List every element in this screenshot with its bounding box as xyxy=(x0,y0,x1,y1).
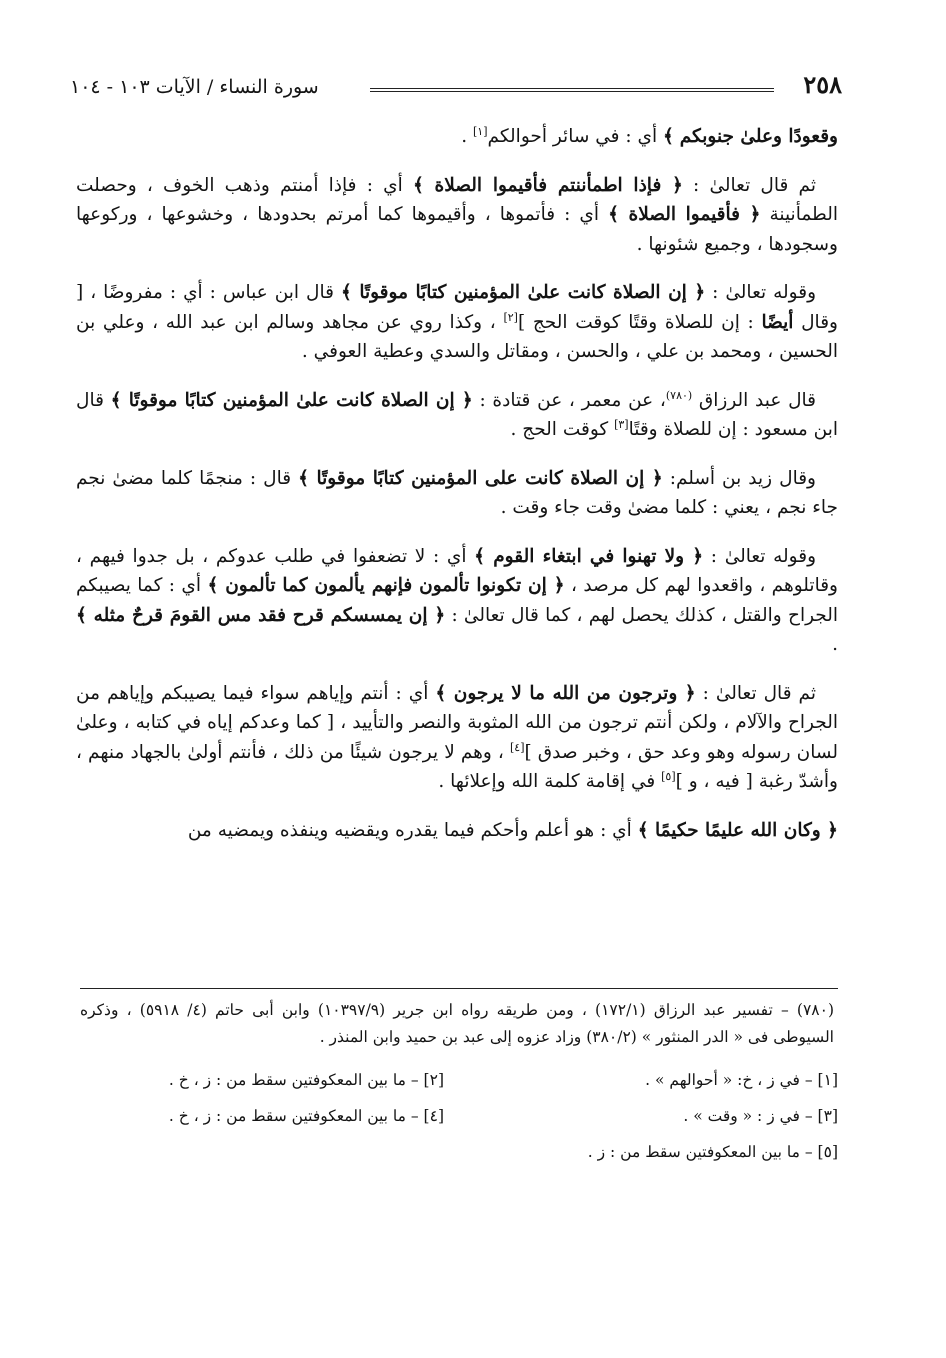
footnote-ref: [٤] xyxy=(509,740,525,754)
text-run: وقوله تعالىٰ : xyxy=(705,282,817,303)
page-header xyxy=(70,70,842,110)
quran-bracket: ﴾ xyxy=(662,126,674,147)
paragraph xyxy=(76,386,838,445)
text-run: أي : كما يصيبكم الجراح والقتل ، كذلك يحصل لهم ، كما قال تعالىٰ : xyxy=(76,575,839,626)
quran-text: ﴿ وكان الله عليمًا حكيمًا ﴾ xyxy=(637,819,838,841)
main-text xyxy=(76,122,838,864)
text-run: أي : هو أعلم وأحكم فيما يقدره ويقضيه وينفذه ويمضيه من xyxy=(187,819,638,841)
paragraph xyxy=(76,122,838,152)
paragraph xyxy=(76,679,838,797)
text-run: قال عبد الرزاق xyxy=(692,389,816,411)
paragraph xyxy=(76,278,838,367)
quran-text: ﴿ ولا تهنوا في ابتغاء القوم ﴾ xyxy=(474,545,704,567)
paragraph xyxy=(76,542,838,660)
note-item: [٢] – ما بين المعكوفتين سقط من : ز ، خ . xyxy=(168,1071,444,1089)
quran-text: ﴿ إن الصلاة كانت علىٰ المؤمنين كتابًا موقوتًا ﴾ xyxy=(110,389,473,411)
note-item: [١] – في ز ، خ: « أحوالهم » . xyxy=(645,1071,838,1089)
text-run: ثم قال تعالىٰ : xyxy=(695,682,816,704)
text-run: أي : فإذا أمنتم وذهب الخوف ، وحصلت الطمأنينة xyxy=(76,174,838,225)
text-run: أي : فأتموها ، وأقيموها كما أمرتم بحدودها ، وخشوعها ، وركوعها وسجودها ، وجميع شئونها . xyxy=(76,204,838,255)
text-run: . xyxy=(832,634,838,655)
note-item: [٤] – ما بين المعكوفتين سقط من : ز ، خ . xyxy=(168,1107,444,1125)
quran-text: ﴿ إن الصلاة كانت على المؤمنين كتابًا موقوتًا ﴾ xyxy=(298,467,663,489)
paragraph xyxy=(76,464,838,523)
quran-text: ﴿ إن تكونوا تألمون فإنهم يألمون كما تألمون ﴾ xyxy=(207,575,565,596)
bold-word: أيضًا xyxy=(761,311,794,333)
text-run: قال ابن عباس : أي : مفروضًا ، [ وقال xyxy=(76,282,838,333)
text-run: قال : منجمًا كلما مضىٰ نجم جاء نجم ، يعني : كلما مضىٰ وقت جاء وقت . xyxy=(76,467,838,518)
note-item: [٥] – ما بين المعكوفتين سقط من : ز . xyxy=(587,1143,838,1161)
text-run: وقوله تعالىٰ : xyxy=(703,545,817,567)
text-run: ، عن معمر ، عن قتادة : xyxy=(472,389,666,411)
footnote-ref: [٣] xyxy=(614,417,629,431)
text-run: ثم قال تعالىٰ : xyxy=(682,174,816,196)
text-run: أي : لا تضعفوا في طلب عدوكم ، بل جدوا فيهم ، وقاتلوهم ، واقعدوا لهم كل مرصد ، xyxy=(76,545,838,596)
footnote-ref: [١] xyxy=(473,124,488,138)
quran-text: ﴿ وترجون من الله ما لا يرجون ﴾ xyxy=(435,682,696,704)
footnote-ref: [٥] xyxy=(661,769,676,783)
running-head: سورة النساء / الآيات ١٠٣ - ١٠٤ xyxy=(70,76,319,98)
quran-text: ﴿ فأقيموا الصلاة ﴾ xyxy=(608,204,761,225)
header-rule xyxy=(370,88,774,92)
footnote-ref: [٢] xyxy=(503,310,518,324)
hadith-number-ref: (٧٨٠) xyxy=(665,388,693,402)
text-run: وقال زيد بن أسلم: xyxy=(662,467,816,489)
text-run: . xyxy=(461,126,473,147)
text-run: في إقامة كلمة الله وإعلائها . xyxy=(438,771,662,792)
footnote-rule xyxy=(80,988,838,989)
page-number: ٢٥٨ xyxy=(803,70,842,99)
text-run: أي : في سائر أحوالكم xyxy=(487,126,663,147)
text-run: قال ابن مسعود : إن للصلاة وقتًا xyxy=(76,389,838,440)
text-run: أي : أنتم وإياهم سواء فيما يصيبكم وإياهم من الجراح والآلام ، ولكن أنتم ترجون من الله المثوبة والنصر والتأييد ، [ كما وعدكم إياه في كتابه ، وعلىٰ لسان رسوله وهو وعد حق ، وخبر صدق ] xyxy=(76,682,838,763)
quran-text: وقعودًا وعلىٰ جنوبكم xyxy=(679,126,838,147)
text-run: ، وهم لا يرجون شيئًا من ذلك ، فأنتم أولىٰ بالجهاد منهم ، وأشدّ رغبة [ فيه ، و ] xyxy=(76,741,838,792)
manuscript-notes xyxy=(80,1063,838,1169)
paragraph xyxy=(76,816,838,846)
text-run: ، وكذا روي عن مجاهد وسالم ابن عبد الله ، وعلي بن الحسين ، ومحمد بن علي ، والحسن ، ومقاتل والسدي وعطية العوفي . xyxy=(76,311,838,362)
note-item: [٣] – في ز : « وقت » . xyxy=(683,1107,838,1125)
footnotes xyxy=(80,988,838,1169)
quran-text: ﴿ إن يمسسكم قرح فقد مس القومَ قرحٌ مثله ﴾ xyxy=(76,604,446,626)
paragraph xyxy=(76,171,838,260)
quran-text: ﴿ فإذا اطمأننتم فأقيموا الصلاة ﴾ xyxy=(412,174,683,196)
text-run: : إن للصلاة وقتًا كوقت الحج ] xyxy=(517,311,762,333)
quran-text: ﴿ إن الصلاة كانت علىٰ المؤمنين كتابًا موقوتًا ﴾ xyxy=(340,282,706,303)
hadith-footnote: (٧٨٠) – تفسير عبد الرزاق (١٧٢/١) ، ومن طريقه رواه ابن جرير (١٠٣٩٧/٩) وابن أبى حاتم (٤/ ٥٩١٨) ، وذكره السيوطى فى « الدر المنثور » (٣٨٠/٢) وزاد عزوه إلى عبد بن حميد وابن المنذر . xyxy=(80,1001,834,1046)
text-run: كوقت الحج . xyxy=(510,419,615,440)
